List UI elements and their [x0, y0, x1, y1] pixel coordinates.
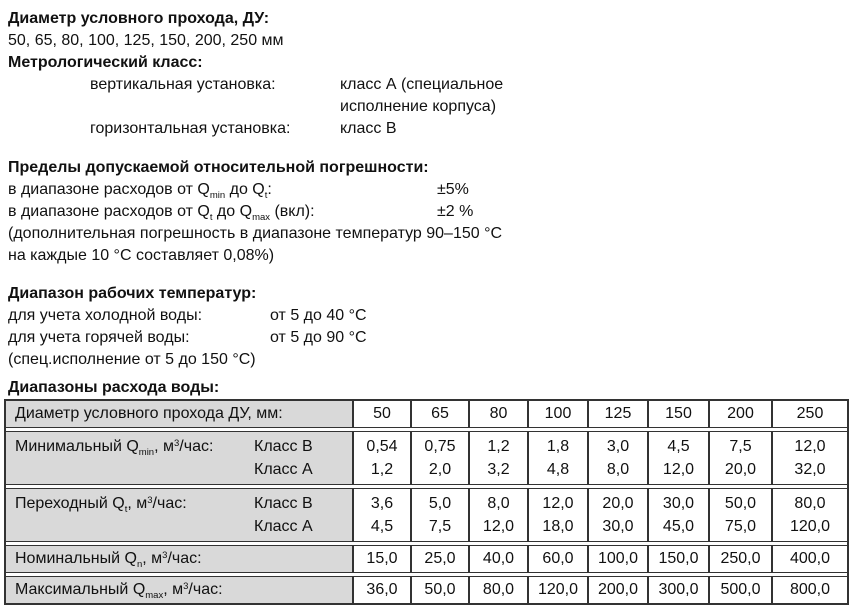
- table-cell: 3,0 8,0: [587, 432, 647, 484]
- table-cell: 8,0 12,0: [468, 489, 527, 541]
- error-range-label-1: в диапазоне расходов от $Q_{min}$ до $Q_t$:: [8, 181, 272, 201]
- cold-water-row: [8, 305, 852, 327]
- error-range-value-2: ±2 %: [437, 203, 474, 220]
- transitional-class-labels: [254, 492, 313, 538]
- table-cell: 20,0 30,0: [587, 489, 647, 541]
- class-a-label: Класс А: [254, 518, 313, 535]
- cold-water-value: от 5 до 40 °С: [270, 307, 367, 324]
- table-cell: 50,0 75,0: [708, 489, 771, 541]
- vertical-install-value-line1: класс А (специальное: [340, 76, 504, 93]
- table-cell: 0,54 1,2: [352, 432, 410, 484]
- table-row-transitional: [6, 488, 847, 542]
- table-cell: 80,0 120,0: [771, 489, 847, 541]
- table-cell: 40,0: [468, 546, 527, 572]
- hot-water-value: от 5 до 90 °С: [270, 329, 367, 346]
- table-cell: 4,5 12,0: [647, 432, 708, 484]
- table-header-label: Диаметр условного прохода ДУ, мм:: [6, 401, 352, 427]
- class-a-label: Класс А: [254, 461, 313, 478]
- table-cell: 5,0 7,5: [410, 489, 468, 541]
- table-cell: 30,0 45,0: [647, 489, 708, 541]
- hot-water-row: [8, 327, 852, 349]
- table-cell: 25,0: [410, 546, 468, 572]
- table-header-cell-80: 80: [468, 401, 527, 427]
- error-note-line1: (дополнительная погрешность в диапазоне температур 90–150 °С: [8, 225, 503, 242]
- table-cell: 500,0: [708, 577, 771, 603]
- table-cell: 200,0: [587, 577, 647, 603]
- vertical-install-value: [340, 74, 503, 118]
- flow-ranges-table: [4, 399, 849, 605]
- table-header-cell-250: 250: [771, 401, 847, 427]
- table-row-minimum: [6, 431, 847, 485]
- table-cell: 250,0: [708, 546, 771, 572]
- diameter-title: Диаметр условного прохода, ДУ:: [8, 10, 270, 27]
- row-label-maximum: [6, 577, 352, 603]
- table-cell: 150,0: [647, 546, 708, 572]
- table-cell: 60,0: [527, 546, 587, 572]
- error-limits-title: Пределы допускаемой относительной погрешности:: [8, 159, 429, 176]
- table-cell: 12,0 32,0: [771, 432, 847, 484]
- table-row-nominal: [6, 545, 847, 573]
- table-header-cell-65: 65: [410, 401, 468, 427]
- error-range-row-2: [8, 201, 852, 223]
- flow-ranges-title: Диапазоны расхода воды:: [8, 379, 220, 396]
- table-cell: 12,0 18,0: [527, 489, 587, 541]
- horizontal-install-value: класс В: [340, 120, 397, 137]
- metrology-horizontal-row: [8, 118, 852, 140]
- table-row-maximum: [6, 576, 847, 603]
- row-label-transitional: [6, 489, 352, 541]
- table-cell: 80,0: [468, 577, 527, 603]
- table-cell: 120,0: [527, 577, 587, 603]
- diameter-values: 50, 65, 80, 100, 125, 150, 200, 250 мм: [8, 32, 284, 49]
- error-note-line2: на каждые 10 °С составляет 0,08%): [8, 247, 275, 264]
- table-cell: 300,0: [647, 577, 708, 603]
- table-cell: 1,8 4,8: [527, 432, 587, 484]
- row-label-minimum: [6, 432, 352, 484]
- row-label-nominal-text: Номинальный $Q_n$, $м^3$/час:: [15, 550, 202, 570]
- metrology-vertical-row: [8, 74, 852, 118]
- error-range-value-1: ±5%: [437, 181, 469, 198]
- error-range-row-1: [8, 179, 852, 201]
- table-cell: 7,5 20,0: [708, 432, 771, 484]
- table-header-cell-200: 200: [708, 401, 771, 427]
- table-header-cell-150: 150: [647, 401, 708, 427]
- vertical-install-value-line2: исполнение корпуса): [340, 98, 497, 115]
- table-cell: 36,0: [352, 577, 410, 603]
- vertical-install-label: вертикальная установка:: [90, 76, 276, 93]
- row-label-nominal: [6, 546, 352, 572]
- minimum-class-labels: [254, 435, 313, 481]
- table-cell: 15,0: [352, 546, 410, 572]
- table-cell: 0,75 2,0: [410, 432, 468, 484]
- table-cell: 50,0: [410, 577, 468, 603]
- row-label-minimum-text: Минимальный $Q_{min}$, $м^3$/час:: [15, 438, 214, 458]
- temperature-note: (спец.исполнение от 5 до 150 °С): [8, 351, 256, 368]
- table-header-cell-125: 125: [587, 401, 647, 427]
- table-header-row: [6, 401, 847, 428]
- horizontal-install-label: горизонтальная установка:: [90, 120, 291, 137]
- class-b-label: Класс В: [254, 495, 313, 512]
- hot-water-label: для учета горячей воды:: [8, 329, 190, 346]
- table-header-cell-100: 100: [527, 401, 587, 427]
- table-cell: 400,0: [771, 546, 847, 572]
- error-range-label-2: в диапазоне расходов от $Q_t$ до $Q_{max}$ (вкл):: [8, 203, 315, 223]
- class-b-label: Класс В: [254, 438, 313, 455]
- row-label-maximum-text: Максимальный $Q_{max}$, $м^3$/час:: [15, 581, 223, 601]
- cold-water-label: для учета холодной воды:: [8, 307, 203, 324]
- temperature-title: Диапазон рабочих температур:: [8, 285, 257, 302]
- table-cell: 3,6 4,5: [352, 489, 410, 541]
- table-cell: 100,0: [587, 546, 647, 572]
- table-cell: 800,0: [771, 577, 847, 603]
- table-cell: 1,2 3,2: [468, 432, 527, 484]
- metrology-title: Метрологический класс:: [8, 54, 203, 71]
- table-header-cell-50: 50: [352, 401, 410, 427]
- row-label-transitional-text: Переходный $Q_t$, $м^3$/час:: [15, 495, 187, 515]
